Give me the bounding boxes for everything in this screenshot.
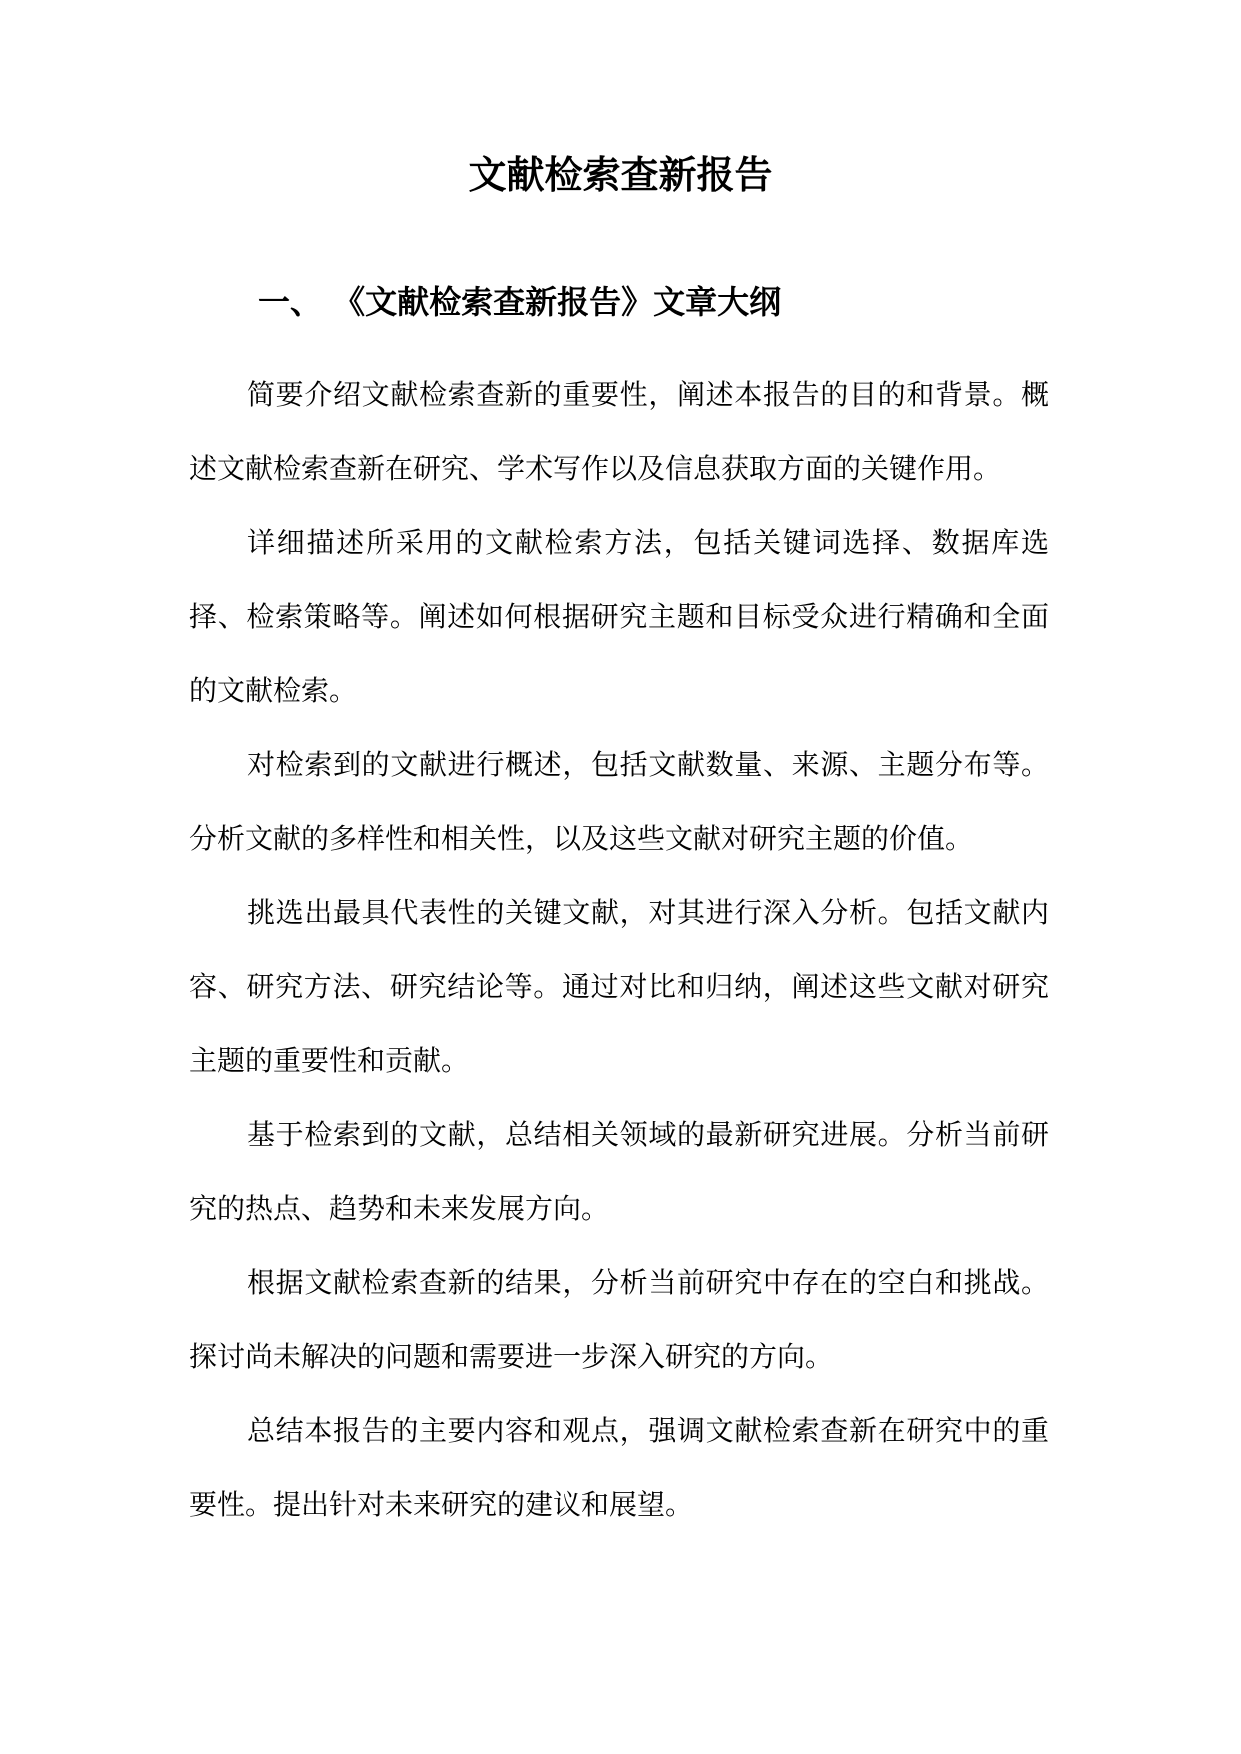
paragraph-conclusion: 总结本报告的主要内容和观点，强调文献检索查新在研究中的重要性。提出针对未来研究的建议和展望。 <box>189 1414 1049 1521</box>
paragraph-gaps-challenges: 根据文献检索查新的结果，分析当前研究中存在的空白和挑战。探讨尚未解决的问题和需要进一步深入研究的方向。 <box>189 1266 1049 1373</box>
paragraph-introduction: 简要介绍文献检索查新的重要性，阐述本报告的目的和背景。概述文献检索查新在研究、学术写作以及信息获取方面的关键作用。 <box>189 378 1049 485</box>
outline-body <box>189 358 1049 1542</box>
document-title: 文献检索查新报告 <box>468 152 773 197</box>
paragraph-search-methods: 详细描述所采用的文献检索方法，包括关键词选择、数据库选择、检索策略等。阐述如何根据研究主题和目标受众进行精确和全面的文献检索。 <box>189 526 1049 707</box>
paragraph-research-progress: 基于检索到的文献，总结相关领域的最新研究进展。分析当前研究的热点、趋势和未来发展方向。 <box>189 1118 1049 1225</box>
paragraph-literature-overview: 对检索到的文献进行概述，包括文献数量、来源、主题分布等。分析文献的多样性和相关性，以及这些文献对研究主题的价值。 <box>189 748 1049 855</box>
paragraph-key-literature-analysis: 挑选出最具代表性的关键文献，对其进行深入分析。包括文献内容、研究方法、研究结论等。通过对比和归纳，阐述这些文献对研究主题的重要性和贡献。 <box>189 896 1049 1077</box>
section-heading-outline: 一、 《文献检索查新报告》文章大纲 <box>258 283 782 321</box>
